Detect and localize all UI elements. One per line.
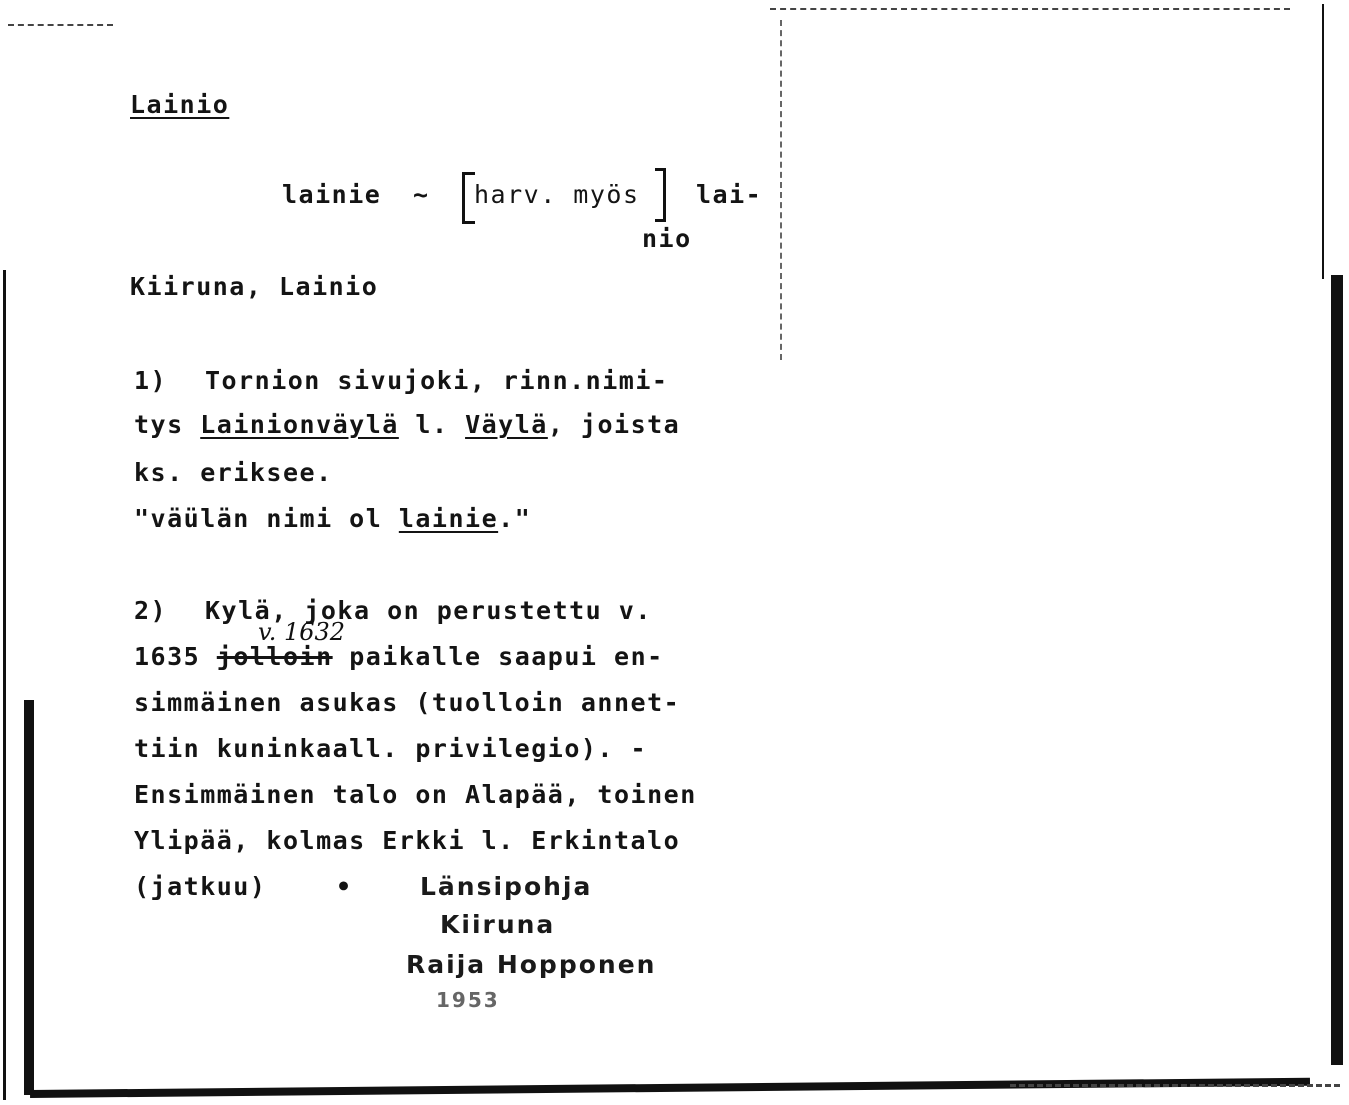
bottom-scan-line [1010, 1084, 1340, 1087]
typed-year: 1635 [134, 642, 201, 671]
quote-term: lainie [398, 504, 499, 533]
entry-1-line-2 [134, 410, 680, 440]
stamp-parish: Kiiruna [440, 910, 556, 939]
struck-word: jolloin [216, 642, 333, 671]
entry-heading: Lainio [130, 90, 230, 119]
pronunciation-alt-1: lai- [696, 180, 763, 209]
entry-2-line-2-suffix: paikalle saapui en- [332, 642, 664, 671]
bottom-edge-shadow [30, 1078, 1310, 1098]
right-edge-shadow [1331, 275, 1343, 1065]
continues-marker: (jatkuu) [134, 872, 267, 901]
entry-1-quote [134, 504, 531, 534]
top-scan-line [770, 8, 1290, 10]
quote-prefix: "väülän nimi ol [134, 504, 399, 533]
bracket-note: harv. myös [474, 180, 640, 209]
tilde-symbol: ~ [413, 180, 430, 209]
left-edge-line [3, 270, 6, 1100]
stamp-region: Länsipohja [420, 872, 593, 901]
pronunciation-main: lainie [282, 180, 382, 209]
entry-2-line-3: simmäinen asukas (tuolloin annet- [134, 688, 681, 717]
term-vayla: Väylä [465, 410, 548, 439]
entry-2-number: 2) [134, 596, 168, 625]
fold-line [780, 20, 782, 360]
entry-1-suffix: , joista [547, 410, 681, 439]
entry-2-line-5: Ensimmäinen talo on Alapää, toinen [134, 780, 697, 809]
entry-1-line-3: ks. eriksee. [134, 458, 333, 487]
entry-2-line-1: Kylä, joka on perustettu v. [205, 596, 652, 625]
right-edge-thin [1322, 4, 1324, 279]
entry-2-line-4: tiin kuninkaall. privilegio). - [134, 734, 648, 763]
left-edge-shadow [24, 700, 34, 1095]
entry-1-line-1: Tornion sivujoki, rinn.nimi- [205, 366, 669, 395]
handwritten-correction: v. 1632 [258, 618, 346, 646]
location-line: Kiiruna, Lainio [130, 272, 379, 301]
entry-2-line-6: Ylipää, kolmas Erkki l. Erkintalo [134, 826, 681, 855]
bracket-right [655, 168, 666, 222]
quote-suffix: ." [498, 504, 532, 533]
top-left-scan-line [8, 24, 113, 26]
entry-1-prefix: tys [134, 410, 201, 439]
entry-1-mid: l. [398, 410, 466, 439]
stamp-year: 1953 [436, 988, 500, 1012]
stamp-collector: Raija Hopponen [406, 950, 657, 979]
entry-1-number: 1) [134, 366, 168, 395]
term-lainionvayla: Lainionväylä [200, 410, 399, 439]
pronunciation-alt-2: nio [642, 224, 692, 253]
entry-2-line-2 [134, 642, 664, 672]
bullet-dot: • [336, 872, 353, 901]
